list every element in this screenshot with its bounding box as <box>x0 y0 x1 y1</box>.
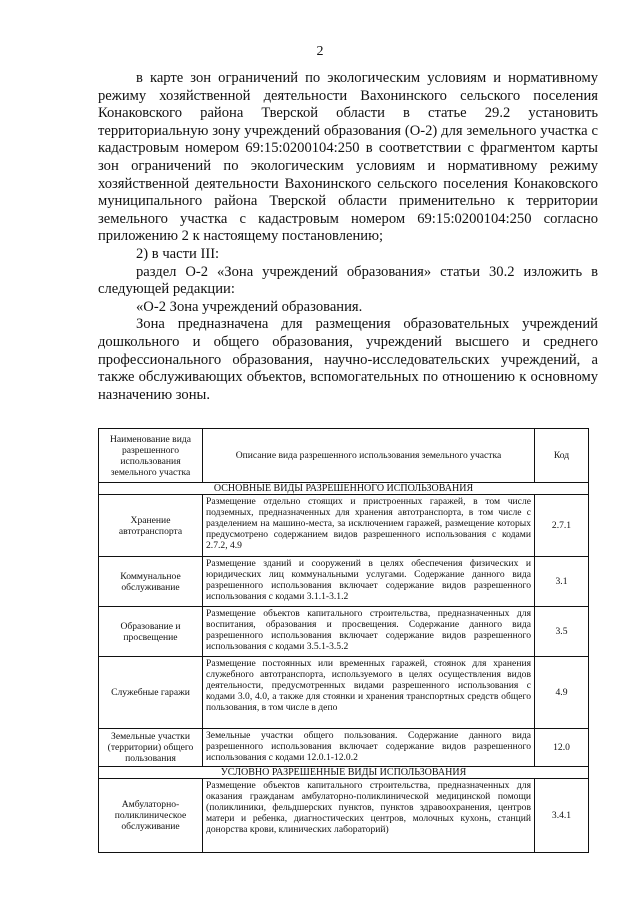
section-title: УСЛОВНО РАЗРЕШЕННЫЕ ВИДЫ ИСПОЛЬЗОВАНИЯ <box>99 767 589 779</box>
table-row <box>99 557 589 607</box>
paragraph: Зона предназначена для размещения образовательных учреждений дошкольного и общего образования, учреждений высшего и среднего профессионального образования, научно-исследовательских учреждений, а также обслуживающих объектов, вспомогательных по отношению к основному назначению зоны. <box>98 316 598 403</box>
header-description: Описание вида разрешенного использования земельного участка <box>203 429 535 483</box>
row-description: Размещение зданий и сооружений в целях обеспечения физических и юридических лиц коммунальными услугами. Содержание данного вида разрешенного использования включает содержание видов разрешенного использования с кодами 3.1.1-3.1.2 <box>203 557 535 607</box>
section-header-row <box>99 767 589 779</box>
land-use-table <box>98 428 589 853</box>
row-name: Хранение автотранспорта <box>99 495 203 557</box>
header-name: Наименование вида разрешенного использования земельного участка <box>99 429 203 483</box>
row-name: Амбулаторно-поликлиническое обслуживание <box>99 779 203 853</box>
table-row <box>99 779 589 853</box>
row-name: Образование и просвещение <box>99 607 203 657</box>
body-text <box>98 70 598 404</box>
row-description: Земельные участки общего пользования. Содержание данного вида разрешенного использования включает содержание видов разрешенного использования с кодами 12.0.1-12.0.2 <box>203 729 535 767</box>
row-name: Служебные гаражи <box>99 657 203 729</box>
paragraph: раздел О-2 «Зона учреждений образования» статьи 30.2 изложить в следующей редакции: <box>98 263 598 298</box>
row-description: Размещение постоянных или временных гаражей, стоянок для хранения служебного автотранспорта, используемого в целях осуществления видов деятельности, предусмотренных видами разрешенного использования с кодами 3.0, 4.0, а также для стоянки и хранения транспортных средств общего пользования, в том числе в депо <box>203 657 535 729</box>
paragraph: «О-2 Зона учреждений образования. <box>136 298 363 315</box>
row-code: 12.0 <box>535 729 589 767</box>
section-title: ОСНОВНЫЕ ВИДЫ РАЗРЕШЕННОГО ИСПОЛЬЗОВАНИЯ <box>99 483 589 495</box>
row-code: 3.5 <box>535 607 589 657</box>
row-code: 2.7.1 <box>535 495 589 557</box>
table-row <box>99 495 589 557</box>
row-description: Размещение отдельно стоящих и пристроенных гаражей, в том числе подземных, предназначенных для хранения автотранспорта, в том числе с разделением на машино-места, за исключением гаражей, размещение которых предусмотрено содержанием видов разрешенного использования с кодами 2.7.2, 4.9 <box>203 495 535 557</box>
header-code: Код <box>535 429 589 483</box>
row-description: Размещение объектов капитального строительства, предназначенных для оказания гражданам амбулаторно-поликлинической медицинской помощи (поликлиники, фельдшерских пунктов, пунктов здравоохранения, центров матери и ребенка, диагностических центров, молочных кухонь, станций донорства крови, клинических лабораторий) <box>203 779 535 853</box>
row-code: 3.4.1 <box>535 779 589 853</box>
table-row <box>99 657 589 729</box>
table-row <box>99 607 589 657</box>
table-row <box>99 729 589 767</box>
paragraph: в карте зон ограничений по экологическим условиям и нормативному режиму хозяйственной деятельности Вахонинского сельского поселения Конаковского района Тверской области в статье 29.2 установить территориальную зону учреждений образования (О-2) для земельного участка с кадастровым номером 69:15:0200104:250 в соответствии с фрагментом карты зон ограничений по экологическим условиям и нормативному режиму хозяйственной деятельности Вахонинского сельского поселения Конаковского муниципального района Тверской области применительно к территории земельного участка с кадастровым номером 69:15:0200104:250 согласно приложению 2 к настоящему постановлению; <box>98 70 598 245</box>
row-code: 4.9 <box>535 657 589 729</box>
paragraph: 2) в части III: <box>136 245 220 262</box>
table-header-row <box>99 429 589 483</box>
row-code: 3.1 <box>535 557 589 607</box>
section-header-row <box>99 483 589 495</box>
page-number: 2 <box>316 44 324 59</box>
row-name: Земельные участки (территории) общего пользования <box>99 729 203 767</box>
row-description: Размещение объектов капитального строительства, предназначенных для воспитания, образования и просвещения. Содержание данного вида разрешенного использования включает содержание видов разрешенного использования с кодами 3.5.1-3.5.2 <box>203 607 535 657</box>
row-name: Коммунальное обслуживание <box>99 557 203 607</box>
